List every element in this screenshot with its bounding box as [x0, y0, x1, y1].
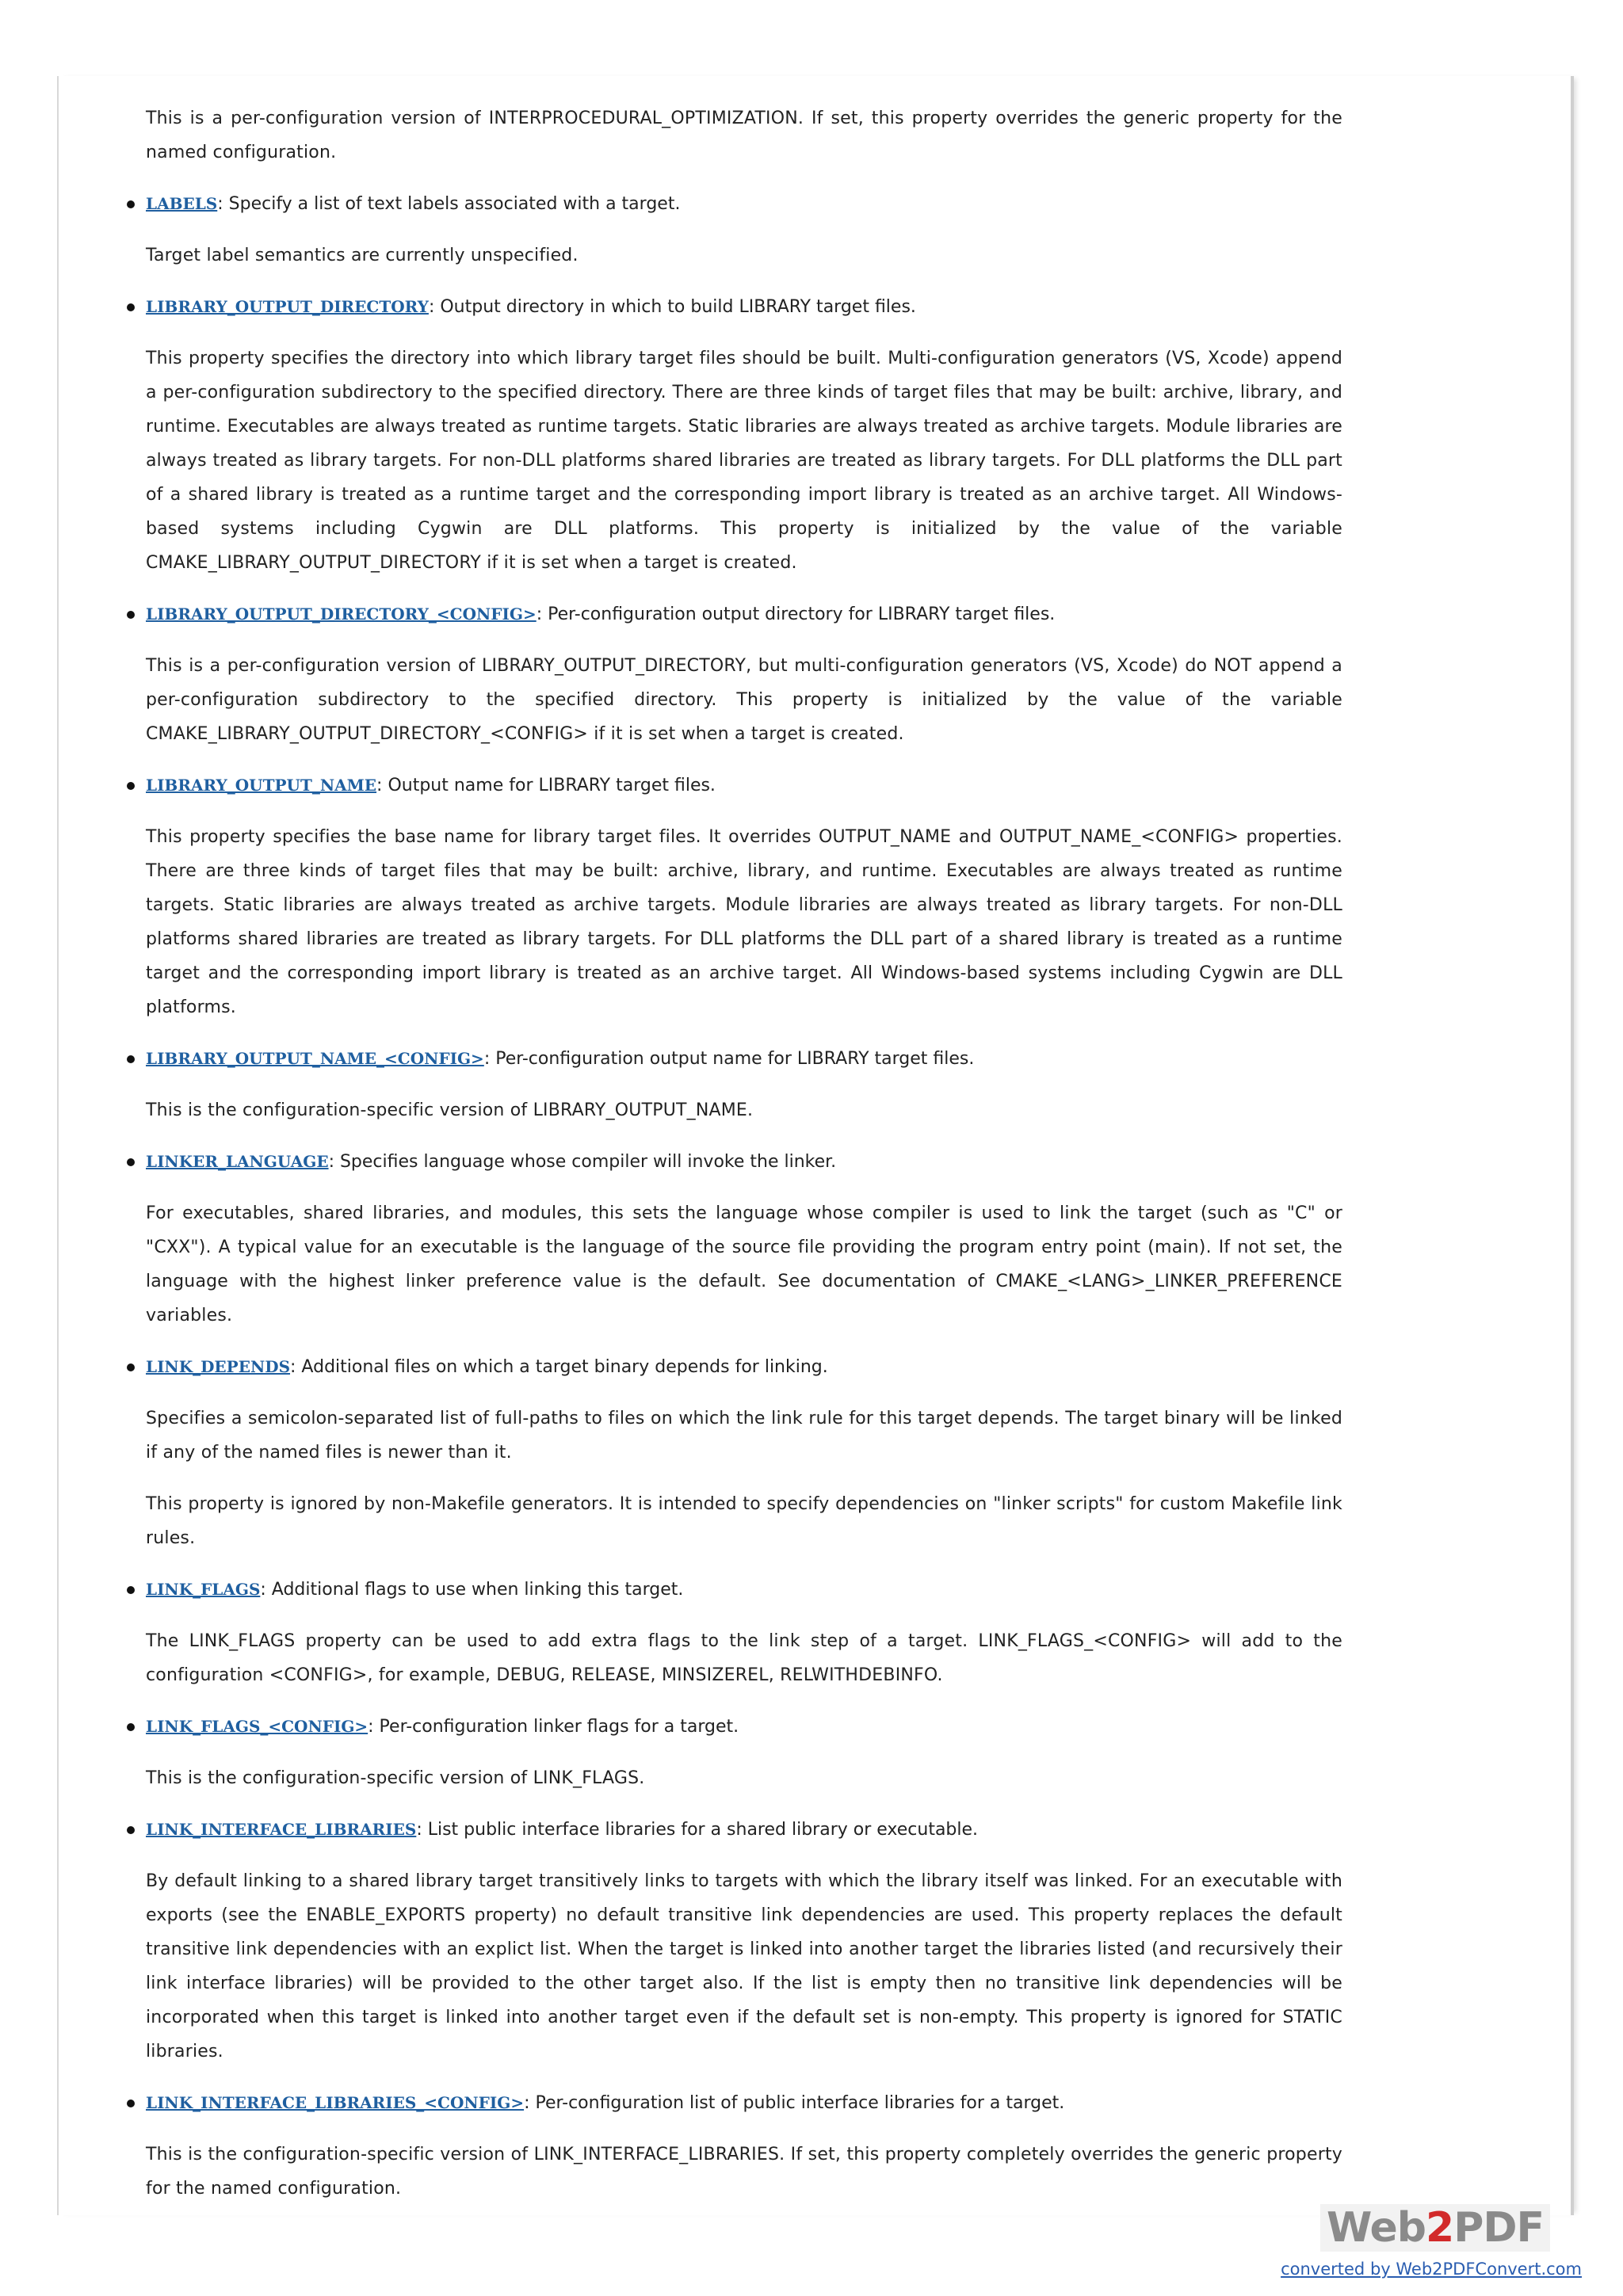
paragraph-text: By default linking to a shared library target transitively links to targets with which the library itself was linked. For an executable with exports (see the ENABLE_EXPORTS property) no default transitive link dependencies are used. This property replaces the default transitive link dependencies with an explict list. When the target is linked into another target the libraries listed (and recursively their link interface libraries) will be provided to the other target also. If the list is empty then no transitive link dependencies will be incorporated when this target is linked into another target even if the default set is non-empty. This property is ignored for STATIC libraries.: [146, 1871, 1342, 2061]
paragraph-text: The LINK_FLAGS property can be used to add extra flags to the link step of a target. LINK_FLAGS_<CONFIG> will add to the configuration <CONFIG>, for example, DEBUG, RELEASE, MINSIZEREL, RELWITHDEBINFO.: [146, 1631, 1342, 1685]
property-list-item: [146, 1145, 1342, 1179]
property-summary: : Specifies language whose compiler will invoke the linker.: [328, 1152, 837, 1172]
property-summary: : List public interface libraries for a shared library or executable.: [416, 1820, 979, 1840]
bullet-icon: [127, 1723, 135, 1731]
property-name-link[interactable]: LIBRARY_OUTPUT_DIRECTORY_<CONFIG>: [146, 605, 537, 624]
property-list-item: [146, 290, 1342, 324]
property-list-item: [146, 1350, 1342, 1384]
property-list-item: [146, 1573, 1342, 1607]
paragraph-text: This is the configuration-specific version of LINK_FLAGS.: [146, 1768, 645, 1788]
bullet-icon: [127, 1826, 135, 1834]
property-list-item: [146, 769, 1342, 803]
paragraph-text: This is the configuration-specific version of LIBRARY_OUTPUT_NAME.: [146, 1100, 754, 1120]
paragraph-text: This is a per-configuration version of LIBRARY_OUTPUT_DIRECTORY, but multi-configuration generators (VS, Xcode) do NOT append a per-configuration subdirectory to the specified directory. This property is initialized by the value of the variable CMAKE_LIBRARY_OUTPUT_DIRECTORY_<CONFIG> if it is set when a target is created.: [146, 656, 1342, 744]
web2pdf-logo: Web2PDF: [1320, 2204, 1550, 2252]
bullet-icon: [127, 1158, 135, 1166]
paragraph-text: Specifies a semicolon-separated list of full-paths to files on which the link rule for this target depends. The target binary will be linked if any of the named files is newer than it.: [146, 1409, 1342, 1463]
property-name-link[interactable]: LINK_FLAGS_<CONFIG>: [146, 1717, 369, 1736]
property-list-item: [146, 187, 1342, 221]
paragraph-text: Target label semantics are currently unspecified.: [146, 246, 579, 265]
property-summary: : Additional files on which a target binary depends for linking.: [290, 1357, 828, 1377]
property-summary: : Per-configuration output name for LIBRARY target files.: [483, 1049, 975, 1069]
property-name-link[interactable]: LINK_DEPENDS: [146, 1357, 291, 1376]
property-summary: : Output name for LIBRARY target files.: [376, 776, 716, 795]
paragraph-text: This is a per-configuration version of INTERPROCEDURAL_OPTIMIZATION. If set, this property overrides the generic property for the named configuration.: [146, 109, 1342, 162]
property-name-link[interactable]: LINKER_LANGUAGE: [146, 1152, 329, 1171]
property-list-item: [146, 1042, 1342, 1076]
property-list-item: [146, 597, 1342, 631]
property-name-link[interactable]: LINK_INTERFACE_LIBRARIES: [146, 1820, 417, 1839]
property-summary: : Additional flags to use when linking this target.: [260, 1580, 684, 1600]
bullet-icon: [127, 303, 135, 311]
property-summary: : Specify a list of text labels associated with a target.: [217, 194, 681, 214]
bullet-icon: [127, 1586, 135, 1594]
property-name-link[interactable]: LIBRARY_OUTPUT_NAME: [146, 776, 377, 795]
property-name-link[interactable]: LABELS: [146, 194, 218, 213]
paragraph-text: For executables, shared libraries, and modules, this sets the language whose compiler is used to link the target (such as "C" or "CXX"). A typical value for an executable is the language of the source file providing the program entry point (main). If not set, the language with the highest linker preference value is the default. See documentation of CMAKE_<LANG>_LINKER_PREFERENCE variables.: [146, 1203, 1342, 1325]
document-body: [119, 101, 1342, 2223]
property-name-link[interactable]: LINK_FLAGS: [146, 1580, 261, 1599]
property-list-item: [146, 1813, 1342, 1847]
converted-by-link[interactable]: converted by Web2PDFConvert.com: [1281, 2260, 1582, 2279]
bullet-icon: [127, 1055, 135, 1063]
property-list-item: [146, 2086, 1342, 2120]
paragraph-text: This property specifies the directory into which library target files should be built. Multi-configuration generators (VS, Xcode) append a per-configuration subdirectory to the specified directory. There are three kinds of target files that may be built: archive, library, and runtime. Executables are always treated as runtime targets. Static libraries are always treated as archive targets. Module libraries are always treated as library targets. For non-DLL platforms shared libraries are treated as library targets. For DLL platforms the DLL part of a shared library is treated as a runtime target and the corresponding import library is treated as an archive target. All Windows-based systems including Cygwin are DLL platforms. This property is initialized by the value of the variable CMAKE_LIBRARY_OUTPUT_DIRECTORY if it is set when a target is created.: [146, 349, 1342, 573]
property-name-link[interactable]: LIBRARY_OUTPUT_NAME_<CONFIG>: [146, 1049, 484, 1068]
property-name-link[interactable]: LIBRARY_OUTPUT_DIRECTORY: [146, 297, 429, 316]
bullet-icon: [127, 782, 135, 790]
paragraph-text: This property is ignored by non-Makefile generators. It is intended to specify dependencies on "linker scripts" for custom Makefile link rules.: [146, 1494, 1342, 1548]
bullet-icon: [127, 200, 135, 208]
property-summary: : Per-configuration list of public interface libraries for a target.: [524, 2093, 1065, 2113]
bullet-icon: [127, 611, 135, 619]
bullet-icon: [127, 2100, 135, 2107]
property-summary: : Per-configuration linker flags for a target.: [368, 1717, 739, 1737]
property-name-link[interactable]: LINK_INTERFACE_LIBRARIES_<CONFIG>: [146, 2093, 525, 2112]
bullet-icon: [127, 1363, 135, 1371]
paragraph-text: This property specifies the base name for library target files. It overrides OUTPUT_NAME and OUTPUT_NAME_<CONFIG> properties. There are three kinds of target files that may be built: archive, library, and runtime. Executables are always treated as runtime targets. Static libraries are always treated as archive targets. Module libraries are always treated as library targets. For non-DLL platforms shared libraries are treated as library targets. For DLL platforms the DLL part of a shared library is treated as a runtime target and the corresponding import library is treated as an archive target. All Windows-based systems including Cygwin are DLL platforms.: [146, 827, 1342, 1017]
property-list-item: [146, 1710, 1342, 1744]
paragraph-text: This is the configuration-specific version of LINK_INTERFACE_LIBRARIES. If set, this property completely overrides the generic property for the named configuration.: [146, 2145, 1342, 2199]
property-summary: : Output directory in which to build LIBRARY target files.: [428, 297, 916, 317]
property-summary: : Per-configuration output directory for LIBRARY target files.: [536, 605, 1056, 624]
